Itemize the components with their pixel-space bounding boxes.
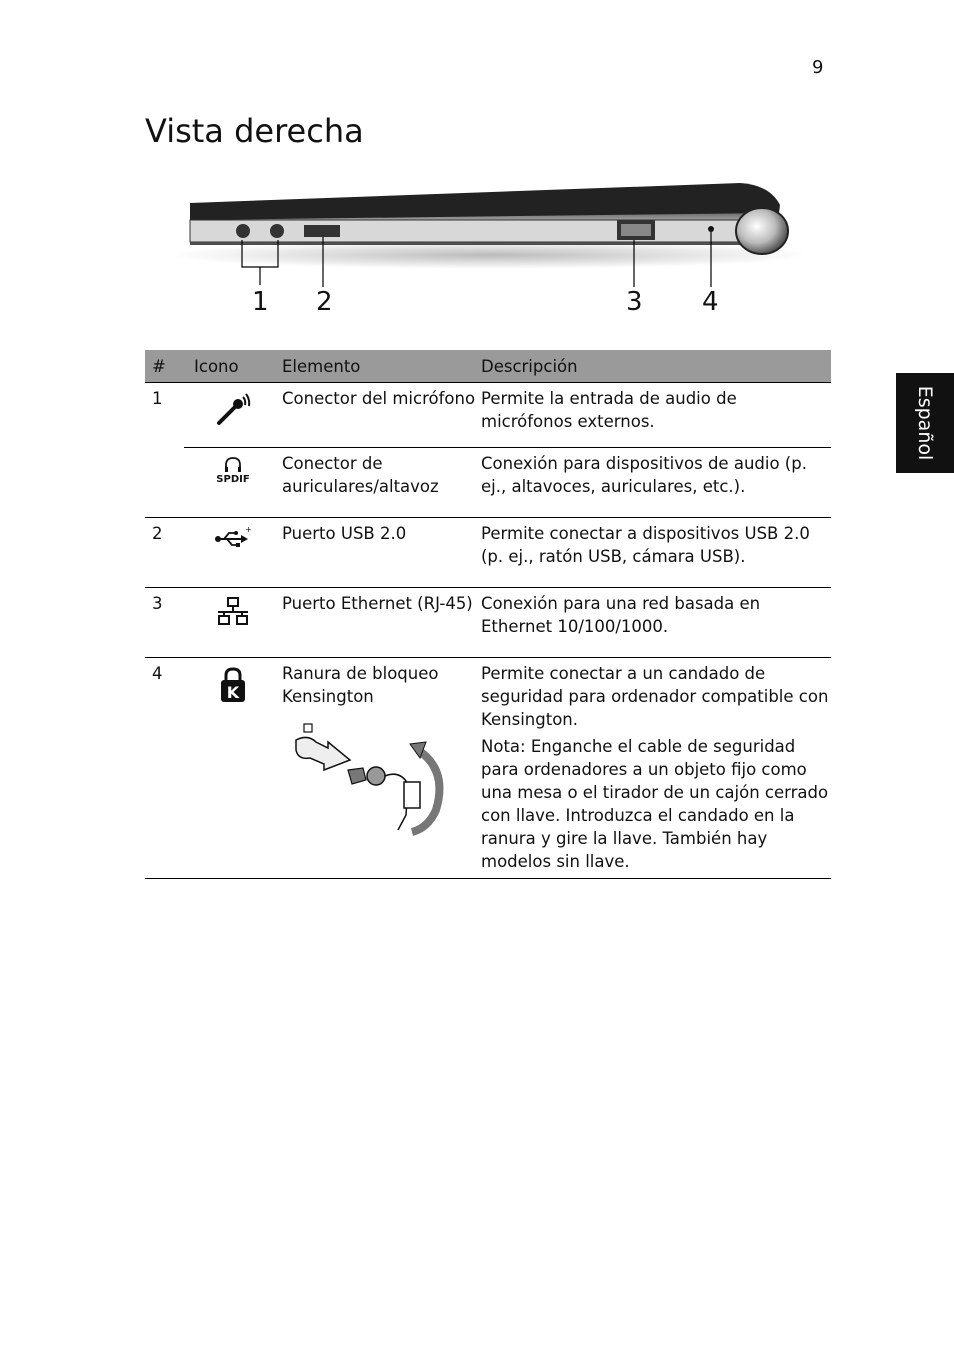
element-description: Permite la entrada de audio de micrófonos externos. bbox=[481, 389, 737, 431]
microphone-icon bbox=[215, 391, 251, 427]
header-description: Descripción bbox=[481, 350, 831, 383]
svg-text:+: + bbox=[245, 526, 252, 534]
table-row bbox=[145, 383, 831, 448]
headphones-icon bbox=[223, 456, 243, 474]
header-element: Elemento bbox=[282, 350, 481, 383]
note-text: Enganche el cable de seguridad para ordenadores a un objeto fijo como una mesa o el tirador de un cajón cerrado con llave. Introduzca el candado en la ranura y gire la llave. También hay modelos sin llave. bbox=[481, 737, 829, 871]
page-number: 9 bbox=[812, 57, 824, 78]
callout-3: 3 bbox=[626, 287, 643, 317]
table-row bbox=[145, 658, 831, 879]
callout-4: 4 bbox=[702, 287, 719, 317]
table-row bbox=[145, 518, 831, 588]
header-num: # bbox=[145, 350, 184, 383]
ethernet-icon bbox=[216, 596, 250, 626]
callout-2: 2 bbox=[316, 287, 333, 317]
element-name: Conector del micrófono bbox=[282, 389, 476, 408]
language-tab-label: Español bbox=[914, 385, 936, 461]
kensington-lock-icon bbox=[218, 666, 248, 704]
element-description: Conexión para dispositivos de audio (p. ej., altavoces, auriculares, etc.). bbox=[481, 448, 831, 518]
row-number: 1 bbox=[152, 389, 163, 408]
element-name: Ranura de bloqueo Kensington bbox=[282, 664, 439, 706]
table-row bbox=[145, 588, 831, 658]
page-title: Vista derecha bbox=[145, 112, 364, 150]
header-icon: Icono bbox=[184, 350, 282, 383]
language-tab bbox=[896, 373, 954, 473]
row-number: 2 bbox=[145, 518, 184, 588]
note bbox=[481, 735, 831, 873]
table-header-row bbox=[145, 350, 831, 383]
element-name: Puerto USB 2.0 bbox=[282, 518, 481, 588]
row-number bbox=[145, 448, 184, 518]
row-number: 4 bbox=[145, 658, 184, 879]
usb-icon bbox=[214, 526, 252, 550]
row-number: 3 bbox=[145, 588, 184, 658]
kensington-lock-illustration bbox=[288, 720, 458, 840]
callout-1: 1 bbox=[252, 287, 269, 317]
spdif-label: SPDIF bbox=[216, 474, 250, 485]
note-label: Nota: bbox=[481, 737, 526, 756]
element-description: Permite conectar a un candado de seguridad para ordenador compatible con Kensington. bbox=[481, 664, 829, 729]
element-description: Conexión para una red basada en Ethernet 10/100/1000. bbox=[481, 588, 831, 658]
svg-text:K: K bbox=[226, 683, 240, 702]
element-description: Permite conectar a dispositivos USB 2.0 (p. ej., ratón USB, cámara USB). bbox=[481, 518, 831, 588]
element-name: Puerto Ethernet (RJ-45) bbox=[282, 588, 481, 658]
element-name: Conector de auriculares/altavoz bbox=[282, 448, 481, 518]
table-row bbox=[145, 448, 831, 518]
ports-table bbox=[145, 350, 831, 879]
